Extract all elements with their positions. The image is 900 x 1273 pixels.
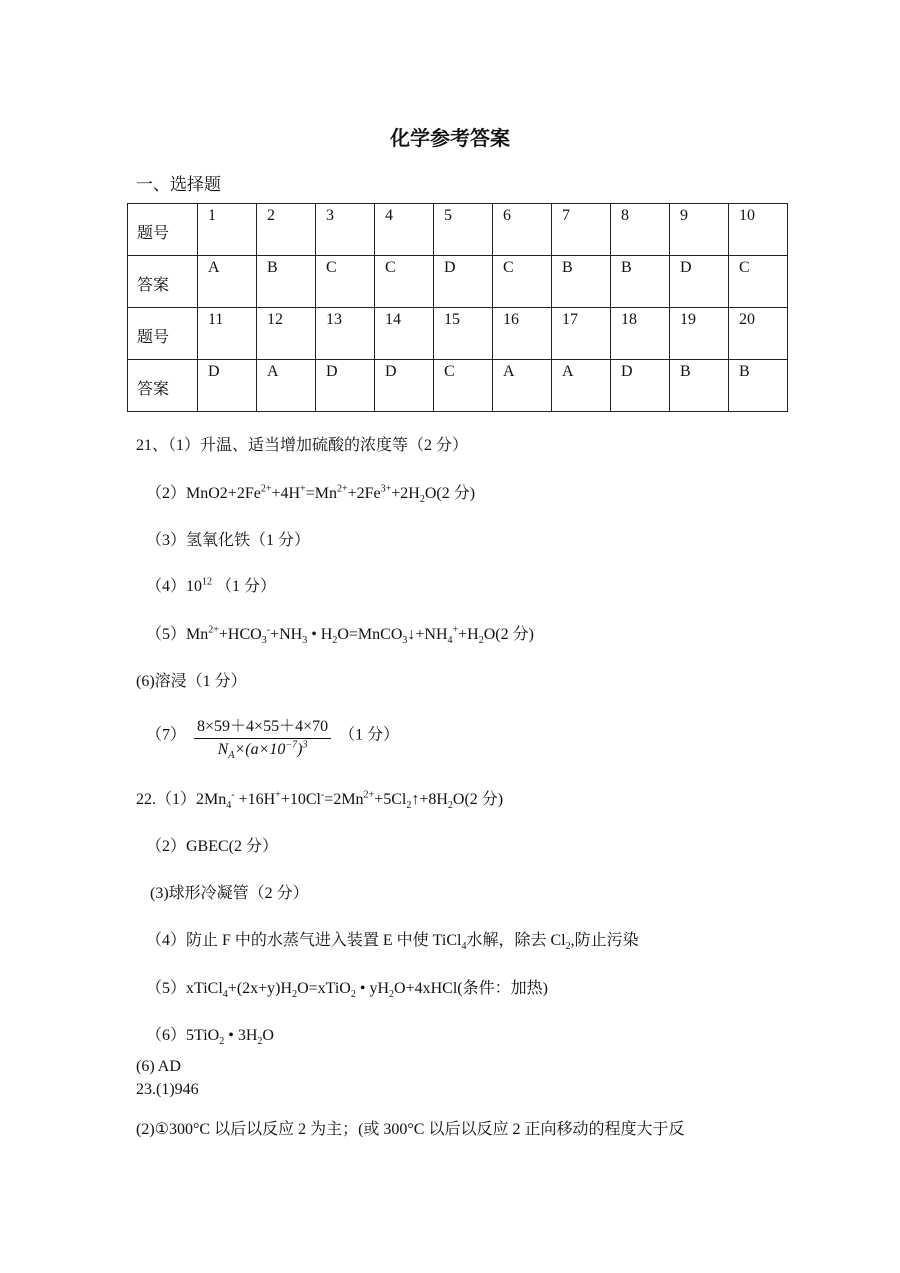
q22-part6-extra: (6) AD <box>136 1058 181 1075</box>
density-fraction <box>194 713 331 762</box>
table-cell: 6 <box>503 207 511 224</box>
q21-part6: (6)溶浸（1 分） <box>136 673 247 690</box>
q23-part1: 23.(1)946 <box>136 1081 199 1098</box>
q21-part5: $(5)Mn^{2+}+HCO_3^-+NH_3$ • $H_2O=MnCO_3↓+NH_4^++H_2O(2$ 分) <box>146 624 534 647</box>
table-cell: B <box>267 259 278 276</box>
q21-part7 <box>146 713 400 762</box>
table-cell: D <box>385 363 397 380</box>
row-label: 答案 <box>128 256 198 308</box>
table-cell: C <box>739 259 750 276</box>
q21-part4-tail: （1 分） <box>216 578 277 595</box>
q23-part2: (2)①300°C 以后以反应 2 为主；(或 300°C 以后以反应 2 正向移动的程度大于反 <box>136 1121 685 1138</box>
table-cell: A <box>562 363 574 380</box>
table-cell: C <box>444 363 455 380</box>
table-cell: 3 <box>326 207 334 224</box>
table-cell: 11 <box>208 311 224 328</box>
table-cell: B <box>621 259 632 276</box>
q22-part1: $22.(1)2Mn_4^-$ $+16H^++10Cl^-=2Mn^{2+}+5Cl_2↑+8H_2O(2$ 分) <box>136 789 504 812</box>
q21-part1: 21、（1）升温、适当增加硫酸的浓度等（2 分） <box>136 437 469 454</box>
table-cell: A <box>267 363 279 380</box>
table-cell: 2 <box>267 207 275 224</box>
table-cell: 15 <box>444 311 460 328</box>
answer-table <box>127 203 788 412</box>
q21-part2-label: （2） <box>146 485 187 502</box>
q22-part2: （2）GBEC(2 分） <box>146 838 279 855</box>
q22-part3: (3)球形冷凝管（2 分） <box>150 885 309 902</box>
q21-part7-tail: （1 分） <box>339 726 400 744</box>
table-cell: 16 <box>503 311 519 328</box>
table-cell: D <box>208 363 220 380</box>
q21-part4-label: （4） <box>146 578 187 595</box>
q21-part7-label: （7） <box>146 726 187 744</box>
page-title: 化学参考答案 <box>390 126 510 150</box>
table-cell: 18 <box>621 311 637 328</box>
table-cell: D <box>444 259 456 276</box>
q22-part1-label: 22.（1） <box>136 791 197 808</box>
table-cell: 17 <box>562 311 578 328</box>
q22-part4-a: （4）防止 F 中的水蒸气进入装置 E 中使 TiCl <box>146 932 462 949</box>
table-cell: B <box>739 363 750 380</box>
q22-part4-b: 水解，除去 Cl <box>466 932 566 949</box>
table-cell: 9 <box>680 207 688 224</box>
q21-part3: （3）氢氧化铁（1 分） <box>146 532 311 549</box>
table-cell: 12 <box>267 311 283 328</box>
q22-part4-c: ,防止污染 <box>570 932 639 949</box>
section-heading-choice: 一、选择题 <box>136 175 221 195</box>
table-cell: 5 <box>444 207 452 224</box>
q22-part6: （6）5TiO$_2$ • $3H_2O$ <box>146 1027 274 1048</box>
table-cell: C <box>326 259 337 276</box>
q22-part5-label: （5） <box>146 980 187 997</box>
table-row <box>128 256 788 308</box>
table-row <box>128 204 788 256</box>
table-cell: 14 <box>385 311 401 328</box>
q21-part5-label: （5） <box>146 626 187 643</box>
table-cell: A <box>503 363 515 380</box>
fraction-denominator: $N_A\times(a\times 10^{-7})^3$ <box>217 739 308 762</box>
table-row <box>128 308 788 360</box>
q22-part4: （4）防止 F 中的水蒸气进入装置 E 中使 TiCl$_4$水解，除去 $Cl_2$,防止污染 <box>146 932 639 953</box>
table-cell: B <box>680 363 691 380</box>
fraction-numerator: 8×59＋4×55＋4×70 <box>194 713 331 739</box>
table-cell: C <box>503 259 514 276</box>
q22-part5: $(5)xTiCl_4+(2x+y)H_2O=xTiO_2$ • $yH_2O+4xHCl$(条件：加热) <box>146 980 548 1001</box>
table-cell: 19 <box>680 311 696 328</box>
q22-part5-tail: (条件：加热) <box>457 980 548 997</box>
table-cell: D <box>326 363 338 380</box>
table-cell: 4 <box>385 207 393 224</box>
table-cell: 13 <box>326 311 342 328</box>
table-cell: 7 <box>562 207 570 224</box>
table-cell: 20 <box>739 311 755 328</box>
row-label: 答案 <box>128 360 198 412</box>
row-label: 题号 <box>128 308 198 360</box>
table-cell: A <box>208 259 220 276</box>
table-cell: D <box>680 259 692 276</box>
table-cell: 1 <box>208 207 216 224</box>
row-label: 题号 <box>128 204 198 256</box>
q21-part4: $(4)10^{12}$ （1 分） <box>146 576 277 595</box>
table-cell: C <box>385 259 396 276</box>
table-cell: B <box>562 259 573 276</box>
table-cell: D <box>621 363 633 380</box>
q22-part6-label: （6） <box>146 1027 187 1044</box>
table-cell: 10 <box>739 207 755 224</box>
table-cell: 8 <box>621 207 629 224</box>
table-row <box>128 360 788 412</box>
q21-part2: $(2)MnO2+2Fe^{2+}+4H^+=Mn^{2+}+2Fe^{3+}+2H_2O(2$ 分) <box>146 483 476 506</box>
